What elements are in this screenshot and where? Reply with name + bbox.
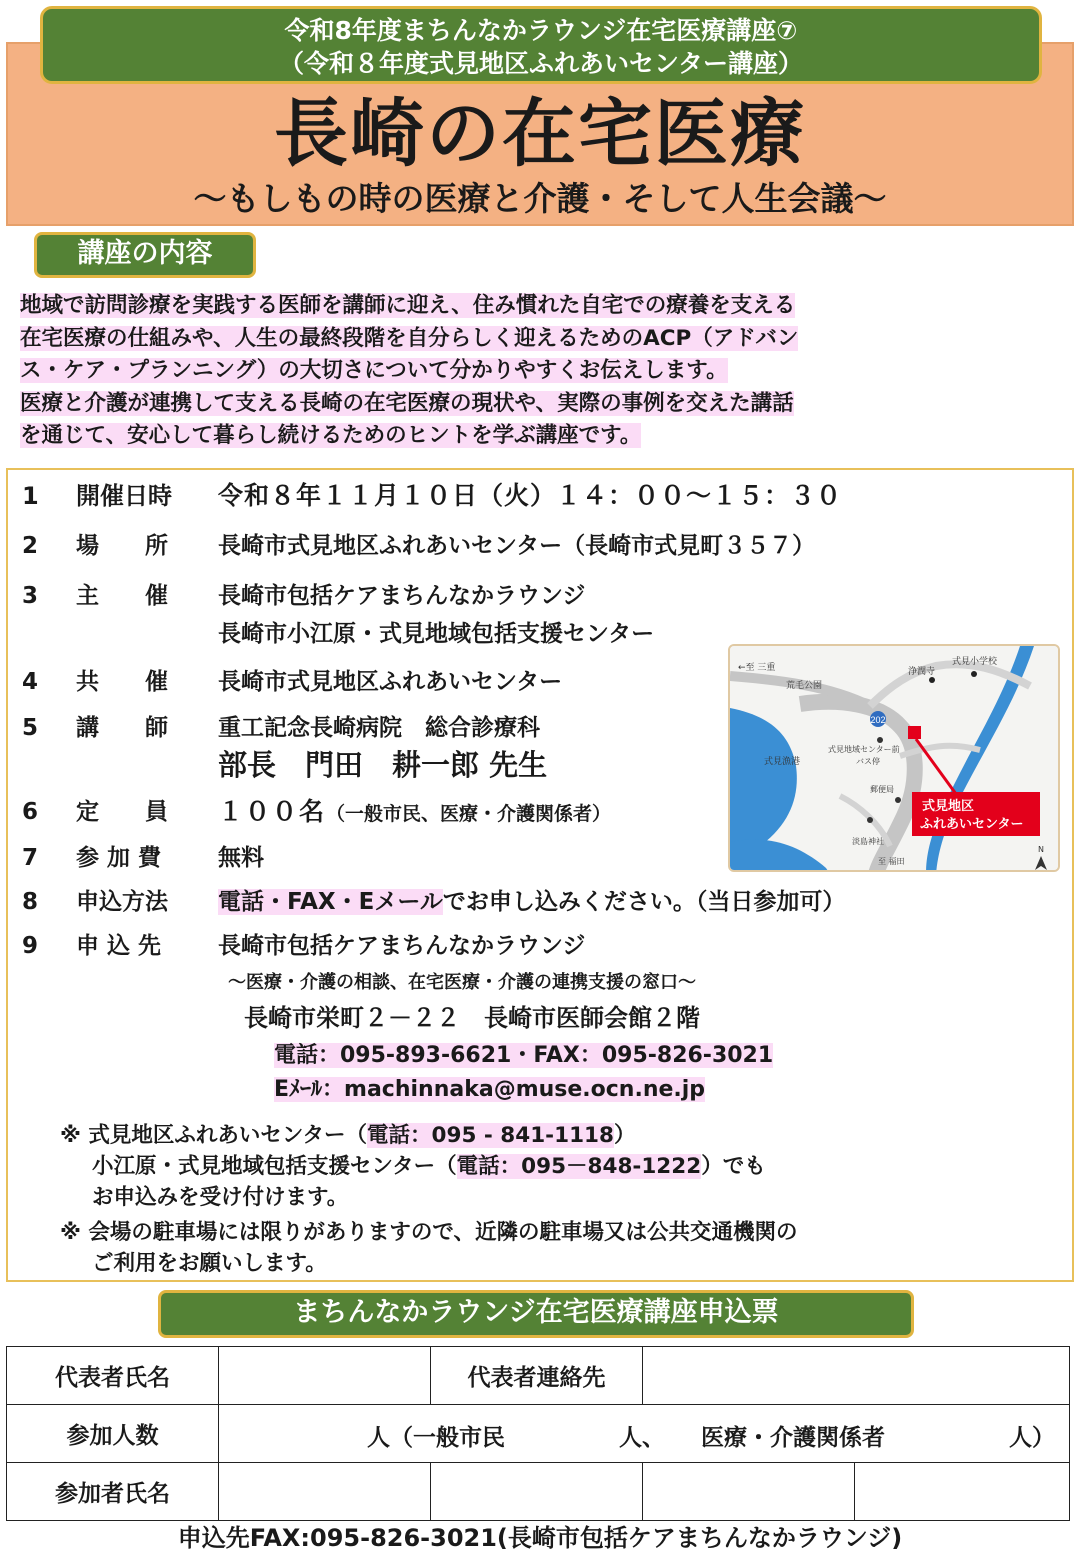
contact-address: 長崎市栄町２－２２ 長崎市医師会館２階 [244, 1004, 700, 1032]
contact-phone [274, 1040, 773, 1072]
count-label: 参加人数 [7, 1405, 219, 1463]
method-text: でお申し込みください。（当日参加可） [442, 889, 846, 915]
count-field[interactable] [219, 1405, 1070, 1463]
form-title: まちんなかラウンジ在宅医療講座申込票 [158, 1290, 914, 1338]
map-callout-line2: ふれあいセンター [920, 817, 1024, 832]
names-label: 参加者氏名 [7, 1463, 219, 1521]
capacity-number: １００名 [218, 797, 327, 826]
method-highlight: 電話・FAX・Eメール [218, 889, 443, 915]
contact-email [274, 1074, 705, 1106]
count-end: 人） [1009, 1425, 1055, 1451]
info-num: 9 [22, 933, 39, 959]
info-value: 令和８年１１月１０日（火）１４：００〜１５：３０ [218, 481, 843, 510]
map-label-port: 式見漁港 [764, 757, 801, 767]
note-text: 小江原・式見地域包括支援センター（ [92, 1154, 457, 1179]
map-label-south-direction: 至 福田 [878, 857, 905, 866]
info-label: 申込方法 [76, 889, 168, 915]
table-row [7, 1347, 1070, 1405]
info-value: 長崎市式見地区ふれあいセンター（長崎市式見町３５７） [218, 533, 816, 559]
route-number: 202 [870, 715, 886, 725]
map-label-busstop: 式見地域センター前 [828, 745, 900, 754]
info-value: 重工記念長崎病院 総合診療科 [218, 715, 540, 741]
info-num: 7 [22, 845, 39, 871]
note-phone: 電話：095－848-1222 [456, 1154, 702, 1179]
info-num: 1 [22, 482, 39, 510]
info-label: 参 加 費 [76, 845, 162, 871]
map-label-shrine: 淡島神社 [852, 837, 884, 846]
rep-contact-label: 代表者連絡先 [431, 1347, 643, 1405]
table-row [7, 1405, 1070, 1463]
shrine-marker [867, 817, 873, 823]
footer-fax: 申込先FAX:095-826-3021(長崎市包括ケアまちんなかラウンジ) [177, 1524, 903, 1552]
rep-contact-field[interactable] [643, 1347, 1070, 1405]
info-value [218, 796, 611, 830]
temple-marker [929, 677, 935, 683]
info-value: 長崎市包括ケアまちんなかラウンジ [218, 933, 586, 959]
application-form [6, 1346, 1070, 1521]
map-label-busstop-2: バス停 [856, 757, 880, 766]
count-general-unit: 人、 [619, 1425, 665, 1451]
page-subtitle: 〜もしもの時の医療と介護・そして人生会議〜 [193, 179, 887, 218]
lecturer-name: 部長 門田 耕一郎 先生 [218, 748, 548, 782]
description [20, 290, 1062, 453]
info-label: 定 員 [76, 799, 168, 825]
post-marker [895, 797, 901, 803]
venue-map [728, 644, 1060, 872]
note-text: ）でも [701, 1154, 766, 1179]
participant-name-field-2[interactable] [431, 1463, 643, 1521]
bus-marker [877, 737, 883, 743]
count-medical-label: 医療・介護関係者 [701, 1425, 885, 1451]
info-num: 4 [22, 669, 39, 695]
section-heading: 講座の内容 [34, 232, 256, 278]
note-4: ※ 会場の駐車場には限りがありますので、近隣の駐車場又は公共交通機関の [60, 1220, 798, 1245]
info-label: 共 催 [76, 669, 168, 695]
info-value: 無料 [218, 845, 264, 871]
contact-phone-text: 電話：095-893-6621・FAX：095-826-3021 [274, 1043, 774, 1068]
description-line: ス・ケア・プランニング）の大切さについて分かりやすくお伝えします。 [20, 358, 728, 383]
north-arrow-label: N [1038, 845, 1044, 854]
description-line: 医療と介護が連携して支える長崎の在宅医療の現状や、実際の事例を交えた講話 [20, 390, 794, 416]
info-value: 長崎市式見地区ふれあいセンター [218, 669, 563, 695]
school-marker [971, 671, 977, 677]
note-text: ※ 式見地区ふれあいセンター（ [60, 1123, 368, 1148]
map-label-park: 荒毛公園 [786, 681, 823, 691]
table-row [7, 1463, 1070, 1521]
participant-name-field-4[interactable] [855, 1463, 1070, 1521]
note-5: ご利用をお願いします。 [92, 1251, 327, 1276]
info-label: 場 所 [76, 533, 168, 559]
header-line2: （令和８年度式見地区ふれあいセンター講座） [278, 49, 803, 78]
note-phone: 電話：095 - 841-1118 [367, 1123, 614, 1148]
note-text: ） [613, 1123, 636, 1148]
map-drawing [730, 646, 1060, 872]
page-title: 長崎の在宅医療 [274, 91, 806, 177]
info-num: 8 [22, 889, 39, 915]
info-label: 開催日時 [76, 482, 172, 510]
description-line: を通じて、安心して暮らし続けるためのヒントを学ぶ講座です。 [20, 423, 642, 448]
map-label-north-direction: ←至 三重 [738, 663, 776, 673]
info-num: 5 [22, 715, 39, 741]
description-line: 在宅医療の仕組みや、人生の最終段階を自分らしく迎えるためのACP（アドバン [20, 325, 799, 351]
info-num: 2 [22, 533, 39, 559]
info-num: 3 [22, 583, 39, 609]
contact-note: 〜医療・介護の相談、在宅医療・介護の連携支援の窓口〜 [228, 972, 696, 993]
info-value: 長崎市小江原・式見地域包括支援センター [218, 621, 655, 647]
map-label-school: 式見小学校 [952, 657, 998, 667]
rep-name-label: 代表者氏名 [7, 1347, 219, 1405]
header-line1: 令和8年度まちんなかラウンジ在宅医療講座⑦ [284, 16, 798, 45]
count-unit: 人（一般市民 [367, 1425, 505, 1451]
info-value [218, 886, 845, 918]
rep-name-field[interactable] [219, 1347, 431, 1405]
participant-name-field-1[interactable] [219, 1463, 431, 1521]
info-label: 申 込 先 [76, 933, 162, 959]
participant-name-field-3[interactable] [643, 1463, 855, 1521]
map-label-post: 郵便局 [870, 785, 894, 794]
note-3: お申込みを受け付けます。 [92, 1185, 349, 1210]
info-num: 6 [22, 799, 39, 825]
map-callout-line1: 式見地区 [922, 799, 975, 814]
contact-email-text: Eﾒｰﾙ：machinnaka@muse.ocn.ne.jp [274, 1077, 706, 1102]
note-2 [92, 1151, 766, 1182]
info-value: 長崎市包括ケアまちんなかラウンジ [218, 583, 586, 609]
capacity-target: （一般市民、医療・介護関係者） [326, 803, 612, 825]
description-line: 地域で訪問診療を実践する医師を講師に迎え、住み慣れた自宅での療養を支える [20, 293, 796, 318]
header-series-box [40, 6, 1042, 84]
info-label: 講 師 [76, 715, 168, 741]
map-label-temple: 浄潤寺 [908, 667, 936, 677]
venue-marker [908, 726, 921, 739]
note-1 [60, 1120, 635, 1151]
info-label: 主 催 [76, 583, 168, 609]
